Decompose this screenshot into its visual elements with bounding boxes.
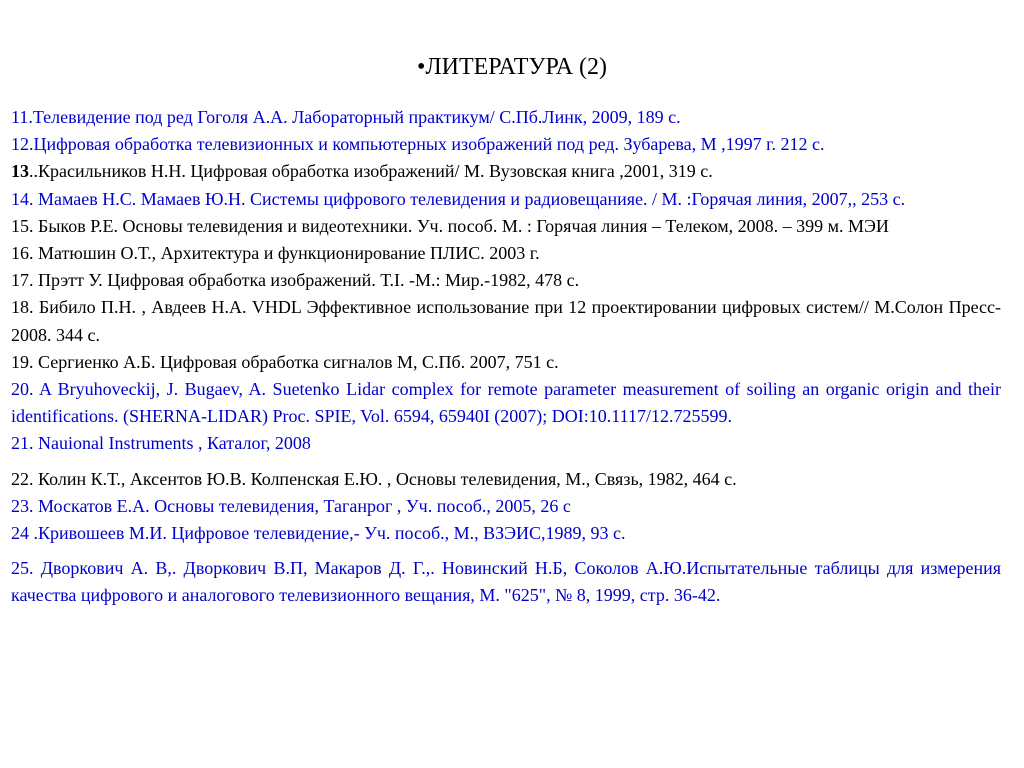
reference-item xyxy=(11,131,1001,158)
reference-item xyxy=(11,349,1001,376)
reference-item xyxy=(11,430,1001,457)
reference-text: 20. A Bryuhoveckij, J. Bugaev, A. Suetenko Lidar complex for remote parameter measurement of soiling an organic origin and their identifications. (SHERNA-LIDAR) Proc. SPIE, Vol. 6594, 65940I (2007); DOI:10.1117/12.725599. xyxy=(11,379,1001,427)
reference-text: 23. Москатов Е.А. Основы телевидения, Таганрог , Уч. пособ., 2005, 26 с xyxy=(11,495,571,516)
reference-text: 11.Телевидение под ред Гоголя А.А. Лабораторный практикум/ С.Пб.Линк, 2009, 189 с. xyxy=(11,107,681,127)
reference-item xyxy=(11,267,1001,294)
reference-item xyxy=(11,104,1001,131)
reference-item xyxy=(11,294,1001,348)
page-title: •ЛИТЕРАТУРА (2) xyxy=(416,54,608,80)
reference-text: ..Красильников Н.Н. Цифровая обработка изображений/ М. Вузовская книга ,2001, 319 с. xyxy=(29,161,713,182)
reference-text: 16. Матюшин О.Т., Архитектура и функционирование ПЛИС. 2003 г. xyxy=(11,243,540,264)
reference-item xyxy=(11,376,1001,430)
reference-text: 18. Бибило П.Н. , Авдеев Н.А. VHDL Эффективное использование при 12 проектировании цифровых систем// М.Солон Пресс- 2008. 344 с. xyxy=(11,297,1001,345)
reference-text: 22. Колин К.Т., Аксентов Ю.В. Колпенская Е.Ю. , Основы телевидения, М., Связь, 1982, 464 с. xyxy=(11,468,737,489)
reference-text: 21. Nauional Instruments , Каталог, 2008 xyxy=(11,433,311,454)
reference-text: 17. Прэтт У. Цифровая обработка изображений. Т.I. -М.: Мир.-1982, 478 с. xyxy=(11,270,580,291)
reference-item xyxy=(11,186,1001,213)
reference-text: 15. Быков Р.Е. Основы телевидения и видеотехники. Уч. пособ. М. : Горячая линия – Телеком, 2008. – 399 м. МЭИ xyxy=(11,215,889,236)
reference-item xyxy=(11,240,1001,267)
reference-text: 25. Дворкович А. В,. Дворкович В.П, Макаров Д. Г.,. Новинский Н.Б, Соколов А.Ю.Испытательные таблицы для измерения качества цифрового и аналогового телевизионного вещания, М. "625", № 8, 1999, стр. 36-42. xyxy=(11,558,1001,606)
reference-text: 14. Мамаев Н.С. Мамаев Ю.Н. Системы цифрового телевидения и радиовещанияе. / М. :Горячая линия, 2007,, 253 с. xyxy=(11,188,906,209)
reference-number: 13 xyxy=(11,161,29,182)
reference-text: 19. Сергиенко А.Б. Цифровая обработка сигналов М, С.Пб. 2007, 751 с. xyxy=(11,351,559,372)
reference-item xyxy=(11,520,1001,547)
reference-text: 12.Цифровая обработка телевизионных и компьютерных изображений под ред. Зубарева, М ,1997 г. 212 с. xyxy=(11,134,825,155)
reference-list xyxy=(11,104,1001,610)
reference-item xyxy=(11,555,1001,609)
reference-item xyxy=(11,493,1001,520)
reference-item xyxy=(11,213,1001,240)
reference-item xyxy=(11,466,1001,493)
reference-item xyxy=(11,158,1001,185)
reference-text: 24 .Кривошеев М.И. Цифровое телевидение,- Уч. пособ., М., ВЗЭИС,1989, 93 с. xyxy=(11,523,626,544)
